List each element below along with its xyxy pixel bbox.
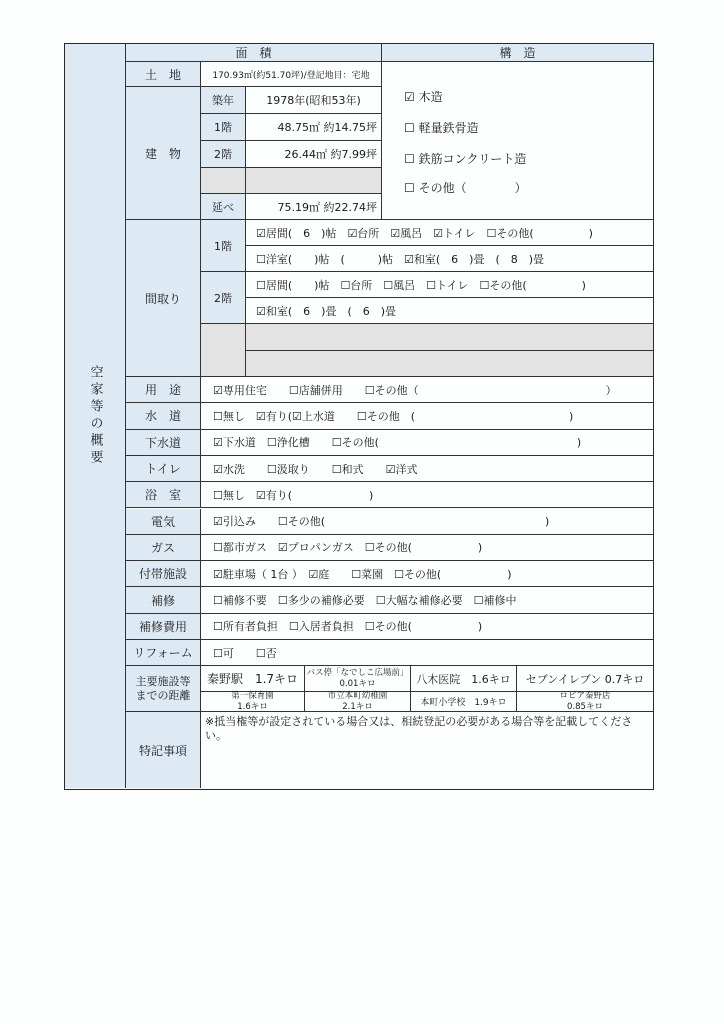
building-key-floor1 — [201, 114, 246, 141]
facility-supermarket-dist: 0.85キロ — [567, 701, 603, 712]
row-label-text: ガス — [150, 540, 175, 555]
facility-bus-stop-dist: 0.01キロ — [339, 678, 376, 689]
row-value — [201, 377, 653, 403]
facility-clinic — [411, 666, 517, 692]
building-key-floor1-text: 1階 — [214, 121, 232, 134]
row-label — [126, 561, 201, 587]
building-value-floor2 — [246, 141, 382, 168]
building-key-year — [201, 87, 246, 114]
building-value-year-text: 1978年(昭和53年) — [266, 94, 361, 107]
row-value — [201, 403, 653, 429]
building-value-floor1 — [246, 114, 382, 141]
row-label-text: リフォーム — [133, 646, 193, 661]
facility-bus-stop — [305, 666, 411, 692]
building-key-blank — [201, 168, 246, 194]
layout-label — [126, 220, 201, 377]
row-value-text: ☐無し ☑有り(☑上水道 ☐その他 ( ) — [213, 409, 574, 423]
facility-kindergarten-name: 市立本町幼稚園 — [327, 690, 388, 701]
facility-convenience-store — [517, 666, 653, 692]
facilities-label-text: 主要施設等までの距離 — [135, 674, 191, 702]
row-label-text: 下水道 — [144, 435, 181, 450]
facility-kindergarten — [305, 692, 411, 712]
row-value-text: ☑駐車場（ 1台 ） ☑庭 ☐菜園 ☐その他( ) — [213, 567, 512, 581]
structure-option-wood[interactable]: ☑ 木造 — [404, 90, 443, 104]
layout-blank-key — [201, 324, 246, 377]
structure-header — [382, 44, 653, 62]
facility-nursery-name: 第一保育園 — [231, 690, 274, 701]
row-value — [201, 456, 653, 482]
row-value — [201, 430, 653, 456]
building-key-total — [201, 194, 246, 220]
row-value-text: ☐都市ガス ☑プロパンガス ☐その他( ) — [213, 541, 483, 555]
layout-floor2-label — [201, 272, 246, 324]
building-key-year-text: 築年 — [212, 94, 234, 107]
row-value-text: ☐所有者負担 ☐入居者負担 ☐その他( ) — [213, 620, 483, 634]
notes-value-text: ※抵当権等が設定されている場合又は、相続登記の必要がある場合等を記載してください。 — [205, 715, 633, 742]
area-header-label: 面 積 — [235, 46, 272, 60]
row-label-text: 電気 — [150, 514, 175, 529]
row-value-text: ☐可 ☐否 — [213, 646, 277, 660]
row-label — [126, 403, 201, 429]
row-label-text: 用 途 — [144, 383, 181, 398]
facility-elementary-school-text: 本町小学校 1.9キロ — [420, 698, 507, 708]
layout-floor1-line1 — [246, 220, 653, 246]
facility-nursery-dist: 1.6キロ — [237, 701, 268, 712]
facility-kindergarten-dist: 2.1キロ — [342, 701, 373, 712]
layout-floor1-label-text: 1階 — [214, 239, 232, 253]
building-value-total-text: 75.19㎡ 約22.74坪 — [277, 200, 377, 214]
layout-blank-row2 — [246, 351, 653, 377]
row-label — [126, 377, 201, 403]
row-value-text: ☐補修不要 ☐多少の補修必要 ☐大幅な補修必要 ☐補修中 — [213, 594, 517, 608]
row-label-text: 浴 室 — [144, 488, 181, 503]
row-value — [201, 535, 653, 561]
row-value — [201, 640, 653, 666]
facility-elementary-school — [411, 692, 517, 712]
row-value — [201, 561, 653, 587]
layout-floor2-line2-text: ☑和室( 6 )畳 ( 6 )畳 — [256, 304, 397, 318]
property-summary-table — [64, 43, 654, 790]
row-value — [201, 614, 653, 640]
facility-nursery — [201, 692, 305, 712]
notes-value — [201, 712, 653, 788]
building-value-floor2-text: 26.44㎡ 約7.99坪 — [284, 148, 377, 161]
building-key-total-text: 延べ — [212, 200, 234, 214]
row-label-text: 水 道 — [144, 409, 181, 424]
row-label — [126, 456, 201, 482]
row-label-text: 付帯施設 — [138, 567, 187, 582]
facility-bus-stop-name: バス停「なでしこ広場前」 — [306, 667, 409, 678]
land-value — [201, 62, 382, 87]
row-label-text: 補修費用 — [138, 619, 187, 634]
building-value-floor1-text: 48.75㎡ 約14.75坪 — [277, 121, 377, 134]
row-value — [201, 587, 653, 613]
layout-floor2-line2 — [246, 298, 653, 324]
side-title: 空家等の概要 — [87, 365, 103, 467]
building-key-floor2 — [201, 141, 246, 168]
building-value-total — [246, 194, 382, 220]
facility-station-text: 秦野駅 1.7キロ — [206, 672, 299, 686]
row-value — [201, 509, 653, 535]
building-label — [126, 87, 201, 220]
area-header — [126, 44, 382, 62]
layout-floor2-label-text: 2階 — [214, 291, 232, 305]
row-label-text: 補修 — [150, 593, 175, 608]
structure-header-label: 構 造 — [499, 46, 536, 60]
facility-convenience-store-text: セブンイレブン 0.7キロ — [525, 672, 645, 686]
row-label — [126, 482, 201, 508]
land-value-text: 170.93㎡(約51.70坪)/登記地目：宅地 — [212, 70, 370, 81]
facility-supermarket — [517, 692, 653, 712]
land-label-text: 土 地 — [144, 67, 181, 82]
row-label — [126, 535, 201, 561]
building-key-floor2-text: 2階 — [214, 148, 232, 161]
layout-floor1-label — [201, 220, 246, 272]
row-value-text: ☑下水道 ☐浄化槽 ☐その他( ) — [213, 436, 582, 450]
row-label — [126, 430, 201, 456]
row-value-text: ☑水洗 ☐汲取り ☐和式 ☑洋式 — [213, 462, 418, 476]
facility-station — [201, 666, 305, 692]
facilities-label — [126, 666, 201, 712]
facility-supermarket-name: ロピア秦野店 — [559, 690, 611, 701]
layout-floor2-line1 — [246, 272, 653, 298]
land-label — [126, 62, 201, 87]
notes-label-text: 特記事項 — [138, 743, 187, 758]
row-value — [201, 482, 653, 508]
structure-option-rc[interactable]: ☐ 鉄筋コンクリート造 — [404, 152, 527, 166]
side-title-cell — [65, 44, 126, 788]
row-label — [126, 587, 201, 613]
layout-floor1-line2 — [246, 246, 653, 272]
structure-options — [382, 62, 653, 220]
row-label — [126, 640, 201, 666]
structure-option-other[interactable]: ☐ その他（ ） — [404, 181, 527, 195]
layout-floor2-line1-text: ☐居間( )帖 ☐台所 ☐風呂 ☐トイレ ☐その他( ) — [256, 278, 586, 292]
layout-floor1-line2-text: ☐洋室( )帖 ( )帖 ☑和室( 6 )畳 ( 8 )畳 — [256, 252, 545, 266]
row-value-text: ☐無し ☑有り( ) — [213, 488, 374, 502]
layout-floor1-line1-text: ☑居間( 6 )帖 ☑台所 ☑風呂 ☑トイレ ☐その他( ) — [256, 226, 593, 240]
layout-label-text: 間取り — [144, 291, 181, 306]
building-value-year — [246, 87, 382, 114]
notes-label — [126, 712, 201, 788]
facility-clinic-text: 八木医院 1.6キロ — [416, 672, 511, 686]
building-label-text: 建 物 — [144, 146, 181, 161]
row-label-text: トイレ — [145, 462, 181, 477]
row-value-text: ☑専用住宅 ☐店舗併用 ☐その他（ ） — [213, 383, 617, 397]
building-value-blank — [246, 168, 382, 194]
row-label — [126, 509, 201, 535]
row-value-text: ☑引込み ☐その他( ) — [213, 515, 550, 529]
layout-blank-row1 — [246, 324, 653, 351]
structure-option-light-steel[interactable]: ☐ 軽量鉄骨造 — [404, 121, 479, 135]
row-label — [126, 614, 201, 640]
